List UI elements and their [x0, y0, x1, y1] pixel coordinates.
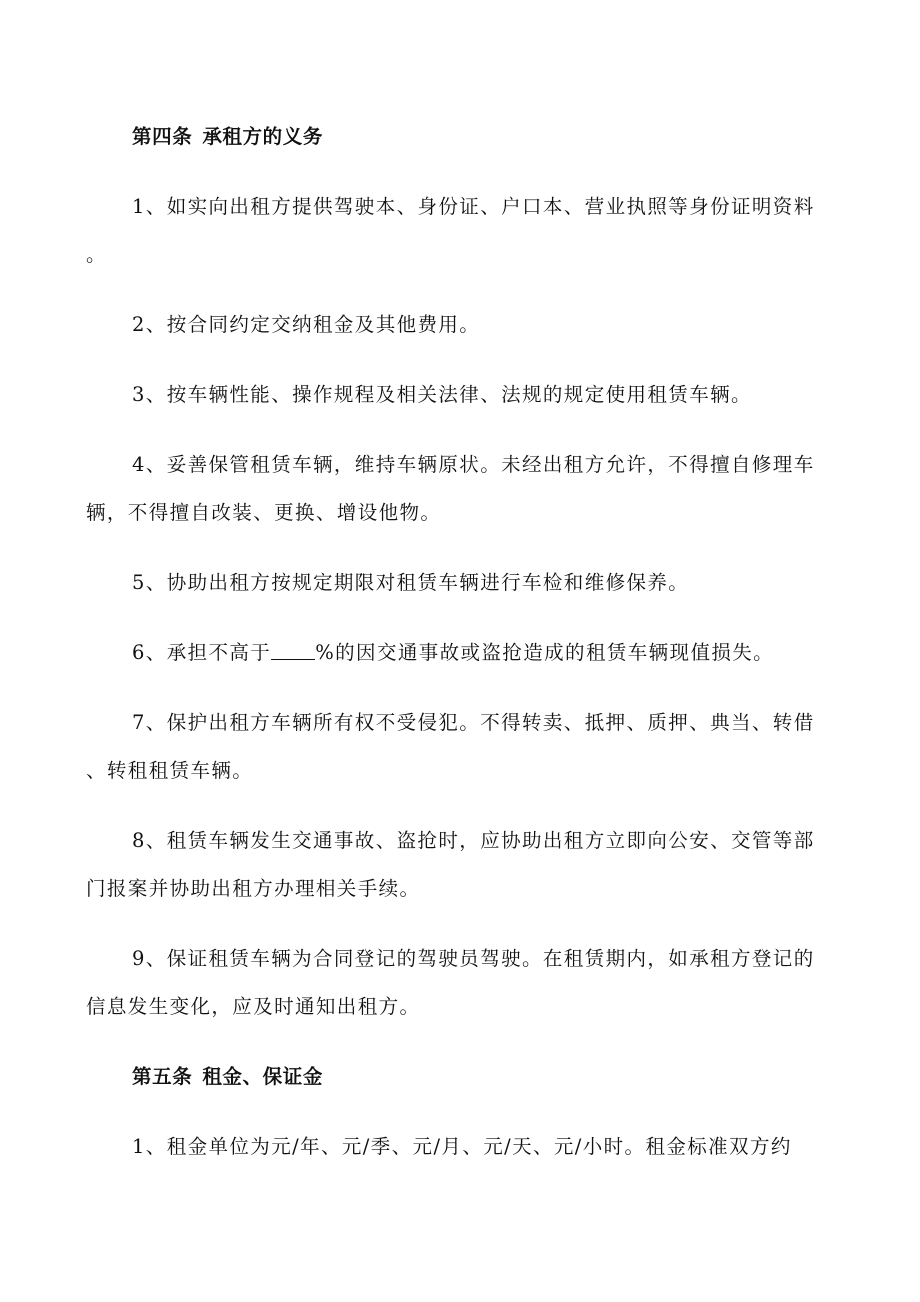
article-5-title: 租金、保证金 — [202, 1065, 323, 1088]
article-4-item-2: 2、按合同约定交纳租金及其他费用。 — [132, 313, 481, 336]
article-4-item-9-line-1: 9、保证租赁车辆为合同登记的驾驶员驾驶。在租赁期内，如承租方登记的 — [132, 947, 815, 970]
article-4-heading — [132, 123, 920, 151]
article-4-item-6 — [132, 639, 920, 667]
article-4-number: 第四条 — [132, 125, 193, 148]
article-4-item-3: 3、按车辆性能、操作规程及相关法律、法规的规定使用租赁车辆。 — [132, 383, 752, 406]
article-5-heading — [132, 1063, 920, 1091]
article-5-number: 第五条 — [132, 1065, 193, 1088]
article-4-item-1-line-1: 1、如实向出租方提供驾驶本、身份证、户口本、营业执照等身份证明资料 — [132, 195, 815, 218]
article-4-item-4-line-2: 辆，不得擅自改装、更换、增设他物。 — [86, 501, 442, 524]
article-4-title: 承租方的义务 — [202, 125, 323, 148]
article-4-item-6-text-a: 6、承担不高于 — [132, 641, 272, 664]
article-4-item-1-line-2: 。 — [86, 243, 107, 266]
percentage-blank[interactable] — [271, 641, 315, 660]
article-4-item-6-text-b: %的因交通事故或盗抢造成的租赁车辆现值损失。 — [315, 641, 775, 664]
article-5-item-1-line-1: 1、租金单位为元/年、元/季、元/月、元/天、元/小时。租金标准双方约 — [132, 1135, 792, 1158]
article-4-item-5: 5、协助出租方按规定期限对租赁车辆进行车检和维修保养。 — [132, 571, 690, 594]
article-4-item-4-line-1: 4、妥善保管租赁车辆，维持车辆原状。未经出租方允许，不得擅自修理车 — [132, 453, 815, 476]
article-4-item-8-line-2: 门报案并协助出租方办理相关手续。 — [86, 877, 421, 900]
article-4-item-7-line-1: 7、保护出租方车辆所有权不受侵犯。不得转卖、抵押、质押、典当、转借 — [132, 711, 815, 734]
article-4-item-8-line-1: 8、租赁车辆发生交通事故、盗抢时，应协助出租方立即向公安、交管等部 — [132, 829, 815, 852]
article-4-item-9-line-2: 信息发生变化，应及时通知出租方。 — [86, 995, 421, 1018]
article-4-item-7-line-2: 、转租租赁车辆。 — [86, 759, 254, 782]
